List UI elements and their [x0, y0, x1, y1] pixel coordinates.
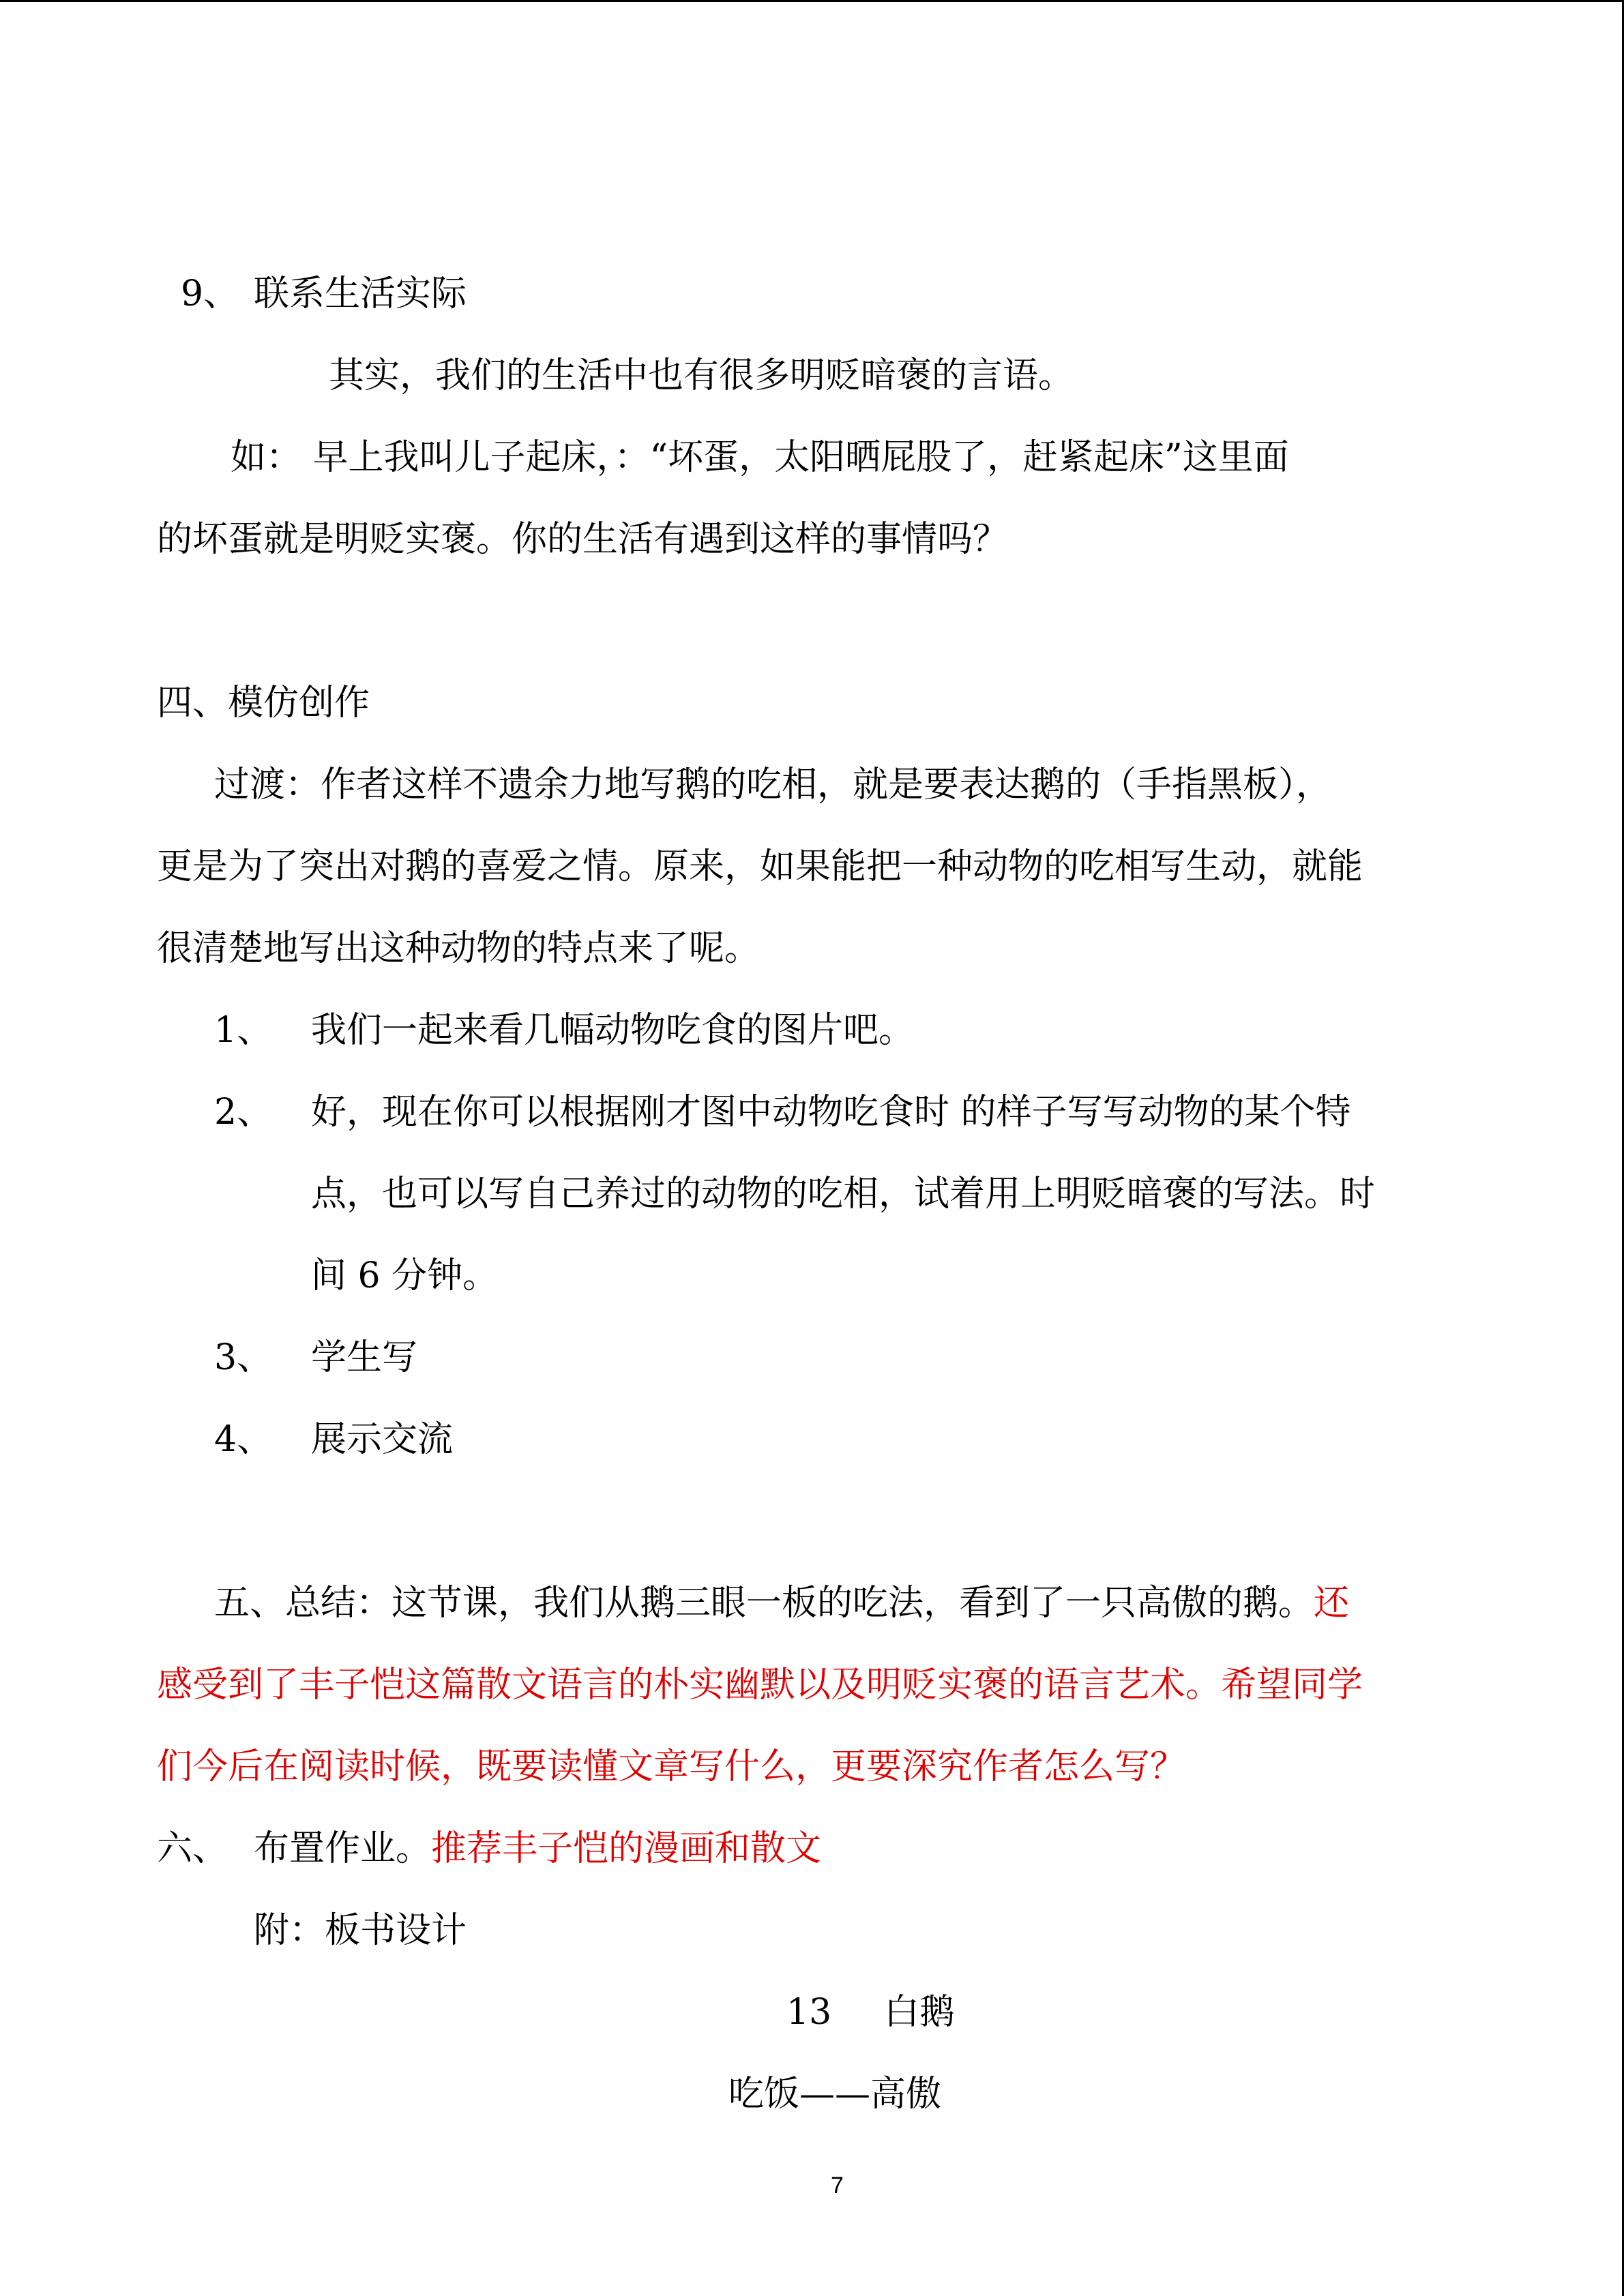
- section4-transition-line1: 过渡：作者这样不遗余力地写鹅的吃相，就是要表达鹅的（手指黑板），: [214, 764, 1332, 805]
- list-item-number: 3、: [214, 1337, 273, 1378]
- section6-homework: 布置作业。: [254, 1828, 432, 1869]
- section9-paragraph2-line1: 如： 早上我叫儿子起床，：“坏蛋，太阳晒屁股了，赶紧起床”这里面: [231, 437, 1289, 478]
- page-border-top: [0, 0, 1624, 2]
- section9-number: 9、: [181, 273, 239, 314]
- section4-heading: 四、模仿创作: [157, 683, 370, 724]
- list-item-text: 间 6 分钟。: [311, 1255, 499, 1296]
- section4-transition-line3: 很清楚地写出这种动物的特点来了呢。: [157, 928, 761, 969]
- board-lesson-number: 13: [786, 1992, 832, 2033]
- list-item-number: 2、: [214, 1092, 273, 1133]
- section5-summary-text: 五、总结：这节课，我们从鹅三眼一板的吃法，看到了一只高傲的鹅。: [214, 1583, 1314, 1624]
- section9-title: 联系生活实际: [254, 273, 467, 314]
- list-item-text: 好，现在你可以根据刚才图中动物吃食时 的样子写写动物的某个特: [311, 1092, 1351, 1133]
- list-item-text: 展示交流: [311, 1419, 454, 1460]
- section5-line2: 感受到了丰子恺这篇散文语言的朴实幽默以及明贬实褒的语言艺术。希望同学: [157, 1665, 1363, 1705]
- section5-line1: [214, 1582, 1349, 1624]
- board-line: 吃饭——高傲: [728, 2074, 942, 2115]
- list-item-text: 点，也可以写自己养过的动物的吃相，试着用上明贬暗褒的写法。时: [311, 1174, 1376, 1214]
- board-lesson-title: 白鹅: [884, 1992, 956, 2033]
- section5-line3: 们今后在阅读时候，既要读懂文章写什么，更要深究作者怎么写？: [157, 1746, 1186, 1787]
- board-design-label: 附：板书设计: [254, 1910, 467, 1951]
- section4-transition-line2: 更是为了突出对鹅的喜爱之情。原来，如果能把一种动物的吃相写生动，就能: [157, 846, 1363, 887]
- list-item-text: 我们一起来看几幅动物吃食的图片吧。: [311, 1010, 915, 1051]
- section6-number: 六、: [157, 1828, 228, 1869]
- list-item-text: 学生写: [311, 1337, 418, 1378]
- section9-paragraph1: 其实，我们的生活中也有很多明贬暗褒的言语。: [329, 355, 1074, 396]
- page-number: 7: [831, 2173, 844, 2198]
- section6-line: [254, 1828, 821, 1870]
- section5-highlight-start: 还: [1314, 1583, 1350, 1624]
- list-item-number: 1、: [214, 1010, 273, 1051]
- section6-recommendation: 推荐丰子恺的漫画和散文: [431, 1828, 822, 1869]
- section9-paragraph2-line2: 的坏蛋就是明贬实褒。你的生活有遇到这样的事情吗？: [157, 519, 1009, 560]
- list-item-number: 4、: [214, 1419, 273, 1460]
